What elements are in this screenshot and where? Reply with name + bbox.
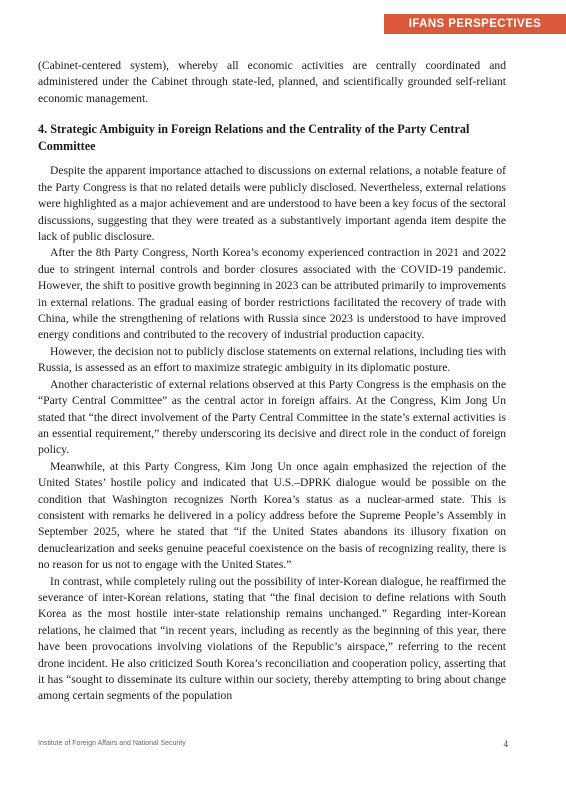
section-heading: 4. Strategic Ambiguity in Foreign Relations and the Centrality of the Party Central Committee: [38, 122, 470, 153]
paragraph-6: In contrast, while completely ruling out the possibility of inter-Korean dialogue, he reaffirmed the severance of inter-Korean relations, stating that “the final decision to define relations with South Korea as the most hostile inter-state relationship remains unchanged.” Regarding inter-Korean relations, he claimed that “in recent years, including as recently as the beginning of this year, there have been provocations involving violations of the Republic’s airspace,” referring to the recent drone incident. He also criticized South Korea’s reconciliation and cooperation policy, asserting that it has “sought to disseminate its culture within our society, thereby attempting to bring about change among certain segments of the population: [38, 574, 506, 703]
page-number: 4: [503, 739, 508, 749]
paragraph-1: Despite the apparent importance attached to discussions on external relations, a notable feature of the Party Congress is that no related details were publicly disclosed. Nevertheless, external relations were highlighted as a major achievement and are understood to have been a key focus of the sectoral discussions, suggesting that they were treated as a substantively important agenda item despite the lack of public disclosure.: [38, 164, 506, 244]
paragraph-2: After the 8th Party Congress, North Korea’s economy experienced contraction in 2021 and 2022 due to stringent internal controls and border closures associated with the COVID-19 pandemic. However, the shift to positive growth beginning in 2023 can be attributed primarily to improvements in external relations. The gradual easing of border restrictions facilitated the recovery of trade with China, while the strengthening of relations with Russia since 2023 is understood to have improved energy conditions and contributed to the recovery of industrial production capacity.: [38, 246, 506, 342]
intro-paragraph: (Cabinet-centered system), whereby all economic activities are centrally coordinated and administered under the Cabinet through state-led, planned, and scientifically grounded self-reliant economic management.: [38, 59, 506, 105]
document-body: [38, 58, 506, 705]
publication-header-badge: IFANS PERSPECTIVES: [384, 14, 566, 34]
paragraph-3: However, the decision not to publicly disclose statements on external relations, including ties with Russia, is assessed as an effort to maximize strategic ambiguity in its diplomatic posture.: [38, 344, 506, 375]
paragraph-5: Meanwhile, at this Party Congress, Kim Jong Un once again emphasized the rejection of the United States’ hostile policy and indicated that U.S.–DPRK dialogue would be possible on the condition that Washington recognizes North Korea’s status as a nuclear-armed state. This is consistent with remarks he delivered in a policy address before the Supreme People’s Assembly in September 2025, where he stated that “if the United States abandons its illusory fixation on denuclearization and seeks genuine peaceful coexistence on the basis of recognizing reality, there is no reason for us not to engage with the United States.”: [38, 459, 506, 572]
paragraph-4: Another characteristic of external relations observed at this Party Congress is the emphasis on the “Party Central Committee” as the central actor in foreign affairs. At the Congress, Kim Jong Un stated that “the direct involvement of the Party Central Committee in the state’s external activities is an essential requirement,” thereby underscoring its decisive and direct role in the conduct of foreign policy.: [38, 377, 506, 457]
footer-organization: Institute of Foreign Affairs and National Security: [38, 740, 186, 747]
